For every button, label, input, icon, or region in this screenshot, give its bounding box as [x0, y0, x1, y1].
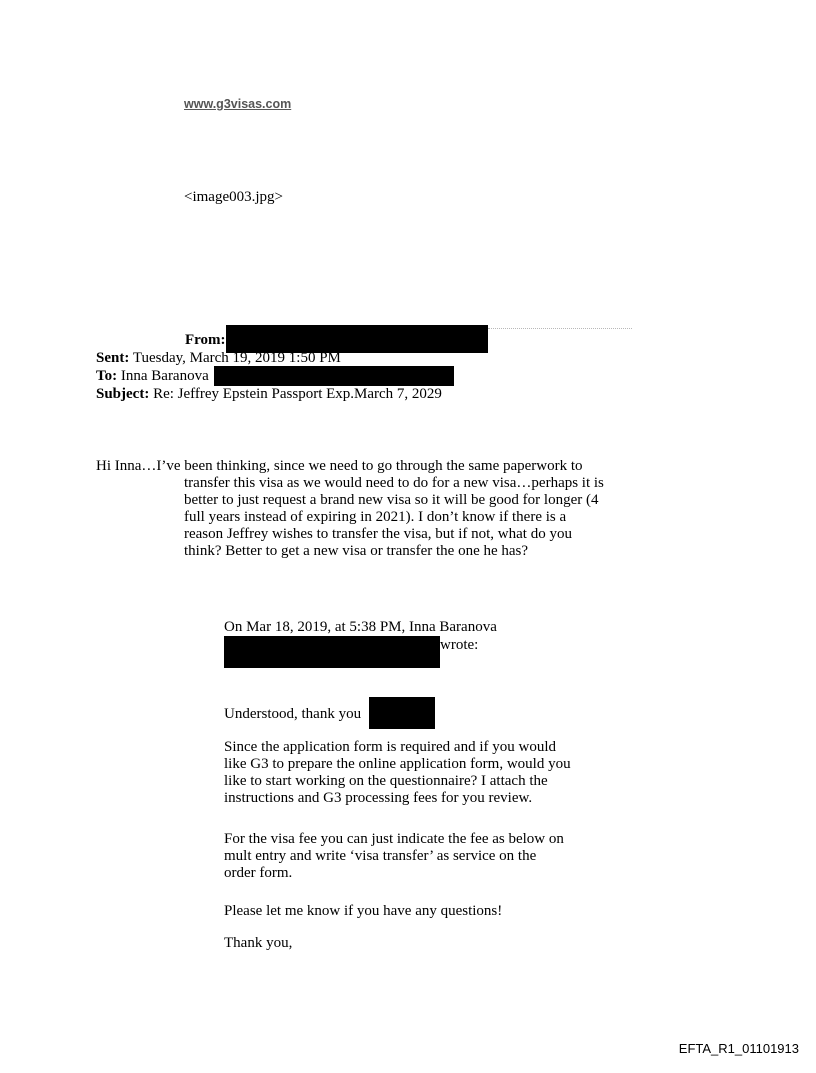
body-line: full years instead of expiring in 2021). I don’t know if there is a	[184, 509, 567, 525]
quoted-line: like G3 to prepare the online application form, would you	[224, 756, 571, 772]
document-id: EFTA_R1_01101913	[678, 1041, 799, 1056]
body-line: think? Better to get a new visa or transfer the one he has?	[184, 543, 529, 559]
sent-line	[96, 350, 341, 367]
quoted-paragraph-1	[224, 739, 584, 807]
subject-value: Re: Jeffrey Epstein Passport Exp.March 7, 2029	[153, 386, 442, 402]
quoted-line: Since the application form is required and if you would	[224, 739, 556, 755]
redaction-from	[226, 325, 488, 353]
body-line: transfer this visa as we would need to do for a new visa…perhaps it is	[184, 475, 604, 491]
quoted-line: instructions and G3 processing fees for you review.	[224, 790, 533, 806]
to-line	[96, 368, 209, 385]
body-line: Hi Inna…I’ve been thinking, since we need to go through the same paperwork to	[96, 458, 583, 474]
image-placeholder: <image003.jpg>	[184, 189, 283, 205]
sent-value: Tuesday, March 19, 2019 1:50 PM	[132, 350, 341, 366]
quoted-line: For the visa fee you can just indicate the fee as below on	[224, 831, 564, 847]
quoted-line: mult entry and write ‘visa transfer’ as service on the	[224, 848, 537, 864]
redaction-to	[214, 366, 454, 386]
to-value: Inna Baranova	[120, 368, 209, 384]
body-line: reason Jeffrey wishes to transfer the visa, but if not, what do you	[184, 526, 572, 542]
message-body	[96, 458, 636, 560]
sent-label: Sent:	[96, 350, 130, 366]
subject-line	[96, 386, 442, 403]
quoted-line: order form.	[224, 865, 293, 881]
quoted-paragraph-2	[224, 831, 584, 882]
quoted-signoff: Thank you,	[224, 935, 293, 951]
website-link[interactable]: www.g3visas.com	[184, 97, 292, 111]
quoted-thanks: Understood, thank you	[224, 706, 362, 722]
body-line: better to just request a brand new visa so it will be good for longer (4	[184, 492, 599, 508]
from-label: From:	[185, 332, 226, 348]
header-divider	[488, 328, 632, 329]
quoted-intro: On Mar 18, 2019, at 5:38 PM, Inna Baranova	[224, 619, 497, 635]
to-label: To:	[96, 368, 118, 384]
quoted-questions: Please let me know if you have any questions!	[224, 903, 503, 919]
quoted-line: like to start working on the questionnaire? I attach the	[224, 773, 548, 789]
redaction-email	[224, 636, 440, 668]
redaction-name	[369, 697, 435, 729]
quoted-wrote: wrote:	[440, 637, 479, 653]
subject-label: Subject:	[96, 386, 150, 402]
